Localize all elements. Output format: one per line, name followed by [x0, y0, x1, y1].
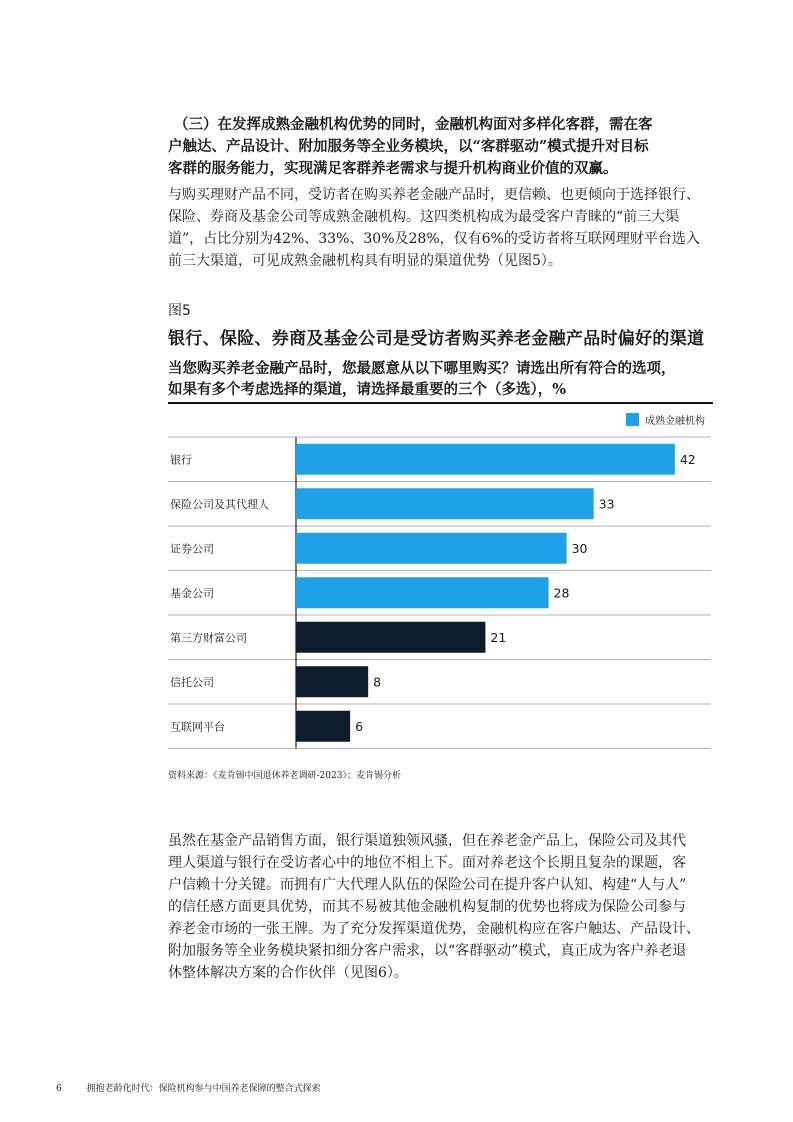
figure-label: 图5 [168, 303, 191, 319]
figure-title: 银行、保险、券商及基金公司是受访者购买养老金融产品时偏好的渠道 [168, 329, 705, 349]
paragraph-line: 道”，占比分别为42%、33%、30%及28%，仅有6%的受访者将互联网理财平台选入 [168, 231, 700, 247]
paragraph-line: 虽然在基金产品销售方面，银行渠道独领风骚，但在养老金产品上，保险公司及其代 [168, 833, 686, 849]
survey-question-line: 如果有多个考虑选择的渠道，请选择最重要的三个（多选），% [168, 381, 567, 398]
paragraph-line: 与购买理财产品不同，受访者在购买养老金融产品时，更信赖、也更倾向于选择银行、 [168, 187, 700, 203]
section-heading-line: 客群的服务能力，实现满足客群养老需求与提升机构商业价值的双赢。 [168, 160, 618, 177]
page-number: 6 [56, 1084, 62, 1094]
bar-value-label: 21 [490, 629, 507, 645]
bar [296, 533, 567, 564]
bar-chart [168, 436, 718, 756]
paragraph-line: 附加服务等全业务模块紧扣细分客户需求，以“客群驱动”模式，真正成为客户养老退 [168, 943, 687, 959]
paragraph-line: 的信任感方面更具优势，而其不易被其他金融机构复制的优势也将成为保险公司参与 [168, 899, 686, 915]
bar [296, 622, 485, 653]
category-label: 银行 [170, 453, 192, 467]
bar [296, 488, 594, 519]
category-label: 证券公司 [170, 542, 214, 556]
bar-value-label: 8 [373, 674, 382, 690]
section-heading-line: （三）在发挥成熟金融机构优势的同时，金融机构面对多样化客群，需在客 [174, 116, 653, 133]
bar [296, 444, 675, 475]
category-label: 信托公司 [170, 675, 214, 689]
bar-value-label: 30 [571, 540, 588, 556]
bar-value-label: 28 [553, 585, 570, 601]
paragraph-line: 户信赖十分关键。而拥有广大代理人队伍的保险公司在提升客户认知、构建“人与人” [168, 877, 687, 893]
section-heading [168, 114, 708, 180]
bar-value-label: 6 [355, 718, 364, 734]
paragraph-line: 前三大渠道，可见成熟金融机构具有明显的渠道优势（见图5）。 [168, 253, 562, 269]
question-underline [168, 402, 713, 404]
legend-label: 成熟金融机构 [645, 416, 705, 427]
legend-swatch [626, 413, 639, 426]
category-label: 互联网平台 [170, 720, 225, 734]
bar-value-label: 42 [679, 451, 696, 467]
survey-question-line: 当您购买养老金融产品时，您最愿意从以下哪里购买？请选出所有符合的选项， [168, 360, 676, 377]
paragraph-analysis [168, 830, 713, 984]
paragraph-line: 理人渠道与银行在受访者心中的地位不相上下。面对养老这个长期且复杂的课题，客 [168, 855, 686, 871]
category-label: 保险公司及其代理人 [170, 497, 269, 511]
chart-legend [626, 412, 705, 427]
page-footer [56, 1081, 321, 1094]
figure-source: 资料来源：《麦肯锡中国退休养老调研-2023》；麦肯锡分析 [168, 771, 401, 781]
paragraph-line: 保险、券商及基金公司等成熟金融机构。这四类机构成为最受客户青睐的“前三大渠 [168, 209, 680, 225]
footer-title: 拥抱老龄化时代：保险机构参与中国养老保障的整合式探索 [86, 1084, 321, 1094]
bar-chart-svg [168, 436, 718, 756]
bar-value-label: 33 [598, 496, 615, 512]
survey-question [168, 358, 713, 400]
paragraph-line: 休整体解决方案的合作伙伴（见图6）。 [168, 965, 408, 981]
bar [296, 711, 350, 742]
bar [296, 577, 549, 608]
bar [296, 666, 368, 697]
category-label: 基金公司 [170, 586, 214, 600]
paragraph-line: 养老金市场的一张王牌。为了充分发挥渠道优势，金融机构应在客户触达、产品设计、 [168, 921, 700, 937]
paragraph-intro [168, 184, 713, 272]
section-heading-line: 户触达、产品设计、附加服务等全业务模块，以“客群驱动”模式提升对目标 [168, 138, 649, 155]
category-label: 第三方财富公司 [170, 631, 247, 645]
